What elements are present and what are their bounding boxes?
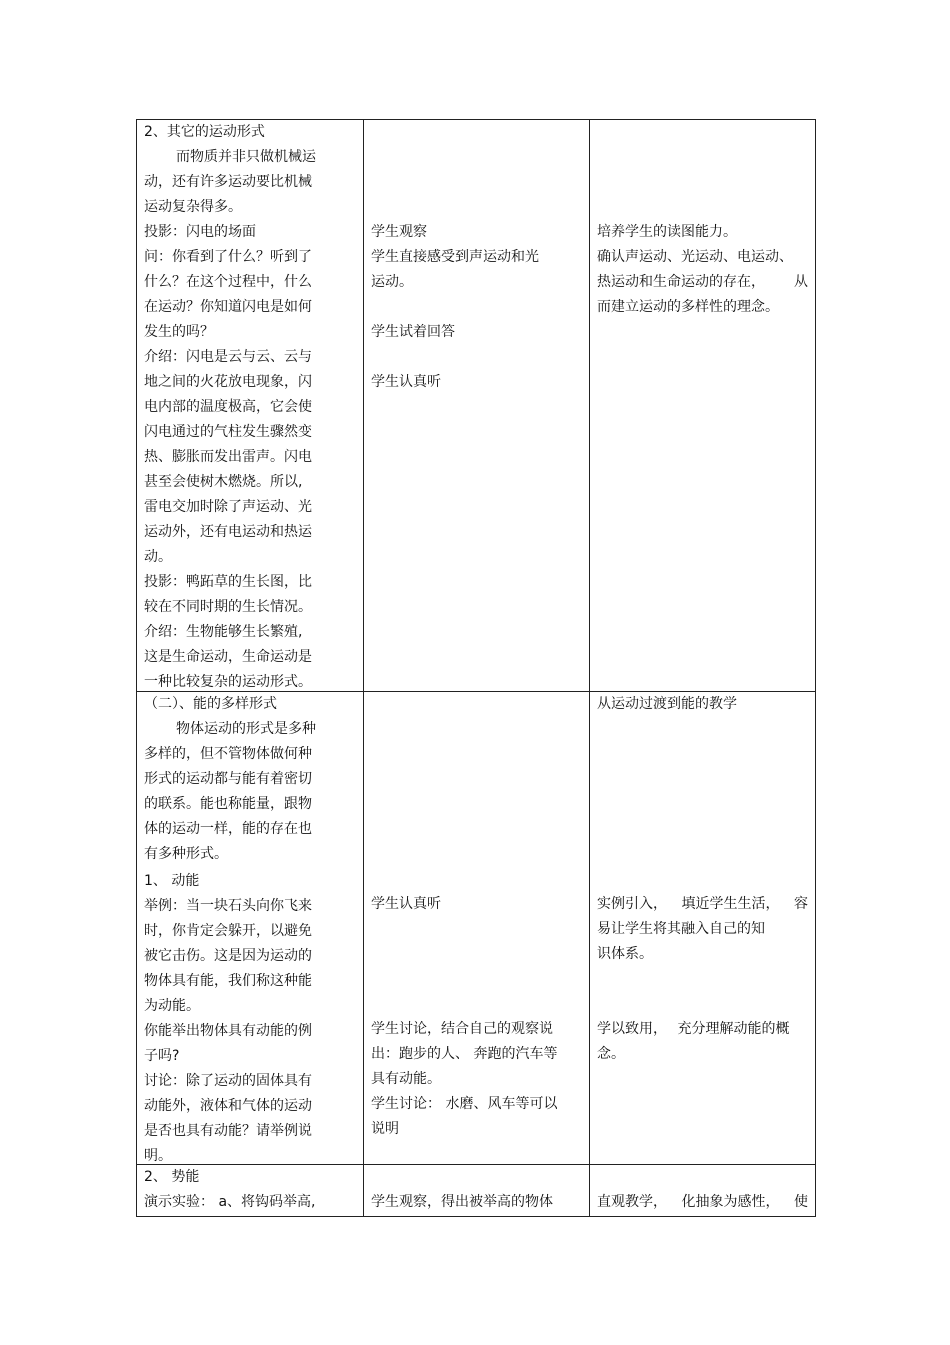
teacher-activity-cell bbox=[137, 692, 364, 1164]
text-line: 而建立运动的多样性的理念。 bbox=[597, 299, 779, 315]
text-line: 发生的吗？ bbox=[144, 324, 214, 340]
text-line: 明。 bbox=[144, 1148, 172, 1164]
text-line: 运动复杂得多。 bbox=[144, 199, 242, 215]
text-line: 的联系。能也称能量，跟物 bbox=[144, 796, 312, 812]
section-heading: （二）、能的多样形式 bbox=[144, 696, 277, 712]
text-line: 形式的运动都与能有着密切 bbox=[144, 771, 312, 787]
text-line: 识体系。 bbox=[597, 946, 653, 962]
text-line: 具有动能。 bbox=[371, 1071, 441, 1087]
text-line: 一种比较复杂的运动形式。 bbox=[144, 674, 312, 690]
text-line: 投影：闪电的场面 bbox=[144, 224, 256, 240]
design-intent-cell bbox=[590, 692, 815, 1164]
text-line: 演示实验： a、将钩码举高, bbox=[144, 1194, 316, 1210]
text-line: 有多种形式。 bbox=[144, 846, 228, 862]
text-line: 学生讨论： 水磨、风车等可以 bbox=[371, 1096, 558, 1112]
text-line: 物体运动的形式是多种 bbox=[176, 721, 316, 737]
text-line: 为动能。 bbox=[144, 998, 200, 1014]
text-segment: 容 bbox=[794, 896, 808, 912]
text-line: 投影：鸭跖草的生长图，比 bbox=[144, 574, 312, 590]
text-line: 这是生命运动，生命运动是 bbox=[144, 649, 312, 665]
text-line: 学生观察，得出被举高的物体 bbox=[371, 1194, 553, 1210]
text-line: 是否也具有动能？请举例说 bbox=[144, 1123, 312, 1139]
student-activity-cell bbox=[364, 692, 590, 1164]
text-line: 物体具有能，我们称这种能 bbox=[144, 973, 312, 989]
text-line: 被它击伤。这是因为运动的 bbox=[144, 948, 312, 964]
text-line bbox=[597, 1017, 808, 1042]
text-line: 出：跑步的人、 奔跑的汽车等 bbox=[371, 1046, 558, 1062]
text-segment: 从 bbox=[794, 274, 808, 290]
text-line: 确认声运动、光运动、电运动、 bbox=[597, 249, 793, 265]
text-line bbox=[597, 892, 808, 917]
text-line: 讨论：除了运动的固体具有 bbox=[144, 1073, 312, 1089]
text-line: 学生试着回答 bbox=[371, 324, 455, 340]
text-line: 你能举出物体具有动能的例 bbox=[144, 1023, 312, 1039]
text-line: 动能外，液体和气体的运动 bbox=[144, 1098, 312, 1114]
text-segment: 实例引入， bbox=[597, 896, 667, 912]
text-line: 举例：当一块石头向你飞来 bbox=[144, 898, 312, 914]
text-segment: 学以致用， bbox=[597, 1021, 667, 1037]
text-line: 学生直接感受到声运动和光 bbox=[371, 249, 539, 265]
text-line: 学生认真听 bbox=[371, 374, 441, 390]
text-line: 运动外，还有电运动和热运 bbox=[144, 524, 312, 540]
text-line: 动，还有许多运动要比机械 bbox=[144, 174, 312, 190]
text-line: 甚至会使树木燃烧。所以, bbox=[144, 474, 303, 490]
text-line: 学生观察 bbox=[371, 224, 427, 240]
text-line: 学生认真听 bbox=[371, 896, 441, 912]
design-intent-cell bbox=[590, 120, 815, 691]
table-row bbox=[137, 1165, 815, 1217]
text-line: 什么？在这个过程中，什么 bbox=[144, 274, 312, 290]
text-line: 从运动过渡到能的教学 bbox=[597, 696, 737, 712]
design-intent-cell bbox=[590, 1165, 815, 1216]
text-segment: 化抽象为感性， bbox=[681, 1194, 780, 1210]
text-line: 体的运动一样，能的存在也 bbox=[144, 821, 312, 837]
text-line: 学生讨论，结合自己的观察说 bbox=[371, 1021, 553, 1037]
lesson-plan-table bbox=[136, 119, 816, 1217]
subsection-heading: 1、 动能 bbox=[144, 873, 200, 889]
subsection-heading: 2、 势能 bbox=[144, 1169, 200, 1185]
text-line: 地之间的火花放电现象，闪 bbox=[144, 374, 312, 390]
text-segment: 使 bbox=[794, 1194, 808, 1210]
text-line: 运动。 bbox=[371, 274, 413, 290]
teacher-activity-cell bbox=[137, 120, 364, 691]
table-row bbox=[137, 120, 815, 692]
text-line: 问：你看到了什么？听到了 bbox=[144, 249, 312, 265]
text-line: 子吗? bbox=[144, 1048, 180, 1064]
text-line: 说明 bbox=[371, 1121, 399, 1137]
text-line: 念。 bbox=[597, 1046, 625, 1062]
text-line: 电内部的温度极高，它会使 bbox=[144, 399, 312, 415]
text-segment: 直观教学， bbox=[597, 1194, 667, 1210]
text-line: 而物质并非只做机械运 bbox=[176, 149, 316, 165]
table-row bbox=[137, 692, 815, 1165]
section-heading: 2、其它的运动形式 bbox=[144, 124, 265, 140]
student-activity-cell bbox=[364, 1165, 590, 1216]
student-activity-cell bbox=[364, 120, 590, 691]
text-line: 热、膨胀而发出雷声。闪电 bbox=[144, 449, 312, 465]
text-line: 时，你肯定会躲开，以避免 bbox=[144, 923, 312, 939]
text-segment: 热运动和生命运动的存在， bbox=[597, 274, 765, 290]
text-line bbox=[597, 270, 808, 295]
text-segment: 充分理解动能的概 bbox=[677, 1021, 790, 1037]
text-line: 培养学生的读图能力。 bbox=[597, 224, 737, 240]
text-line: 多样的，但不管物体做何种 bbox=[144, 746, 312, 762]
text-line: 闪电通过的气柱发生骤然变 bbox=[144, 424, 312, 440]
text-line: 介绍：闪电是云与云、云与 bbox=[144, 349, 312, 365]
text-segment: 填近学生生活， bbox=[681, 896, 780, 912]
teacher-activity-cell bbox=[137, 1165, 364, 1216]
text-line: 较在不同时期的生长情况。 bbox=[144, 599, 312, 615]
text-line: 介绍：生物能够生长繁殖, bbox=[144, 624, 303, 640]
text-line: 在运动？你知道闪电是如何 bbox=[144, 299, 312, 315]
text-line: 易让学生将其融入自己的知 bbox=[597, 921, 765, 937]
text-line: 雷电交加时除了声运动、光 bbox=[144, 499, 312, 515]
text-line: 动。 bbox=[144, 549, 172, 565]
text-line bbox=[597, 1190, 808, 1215]
